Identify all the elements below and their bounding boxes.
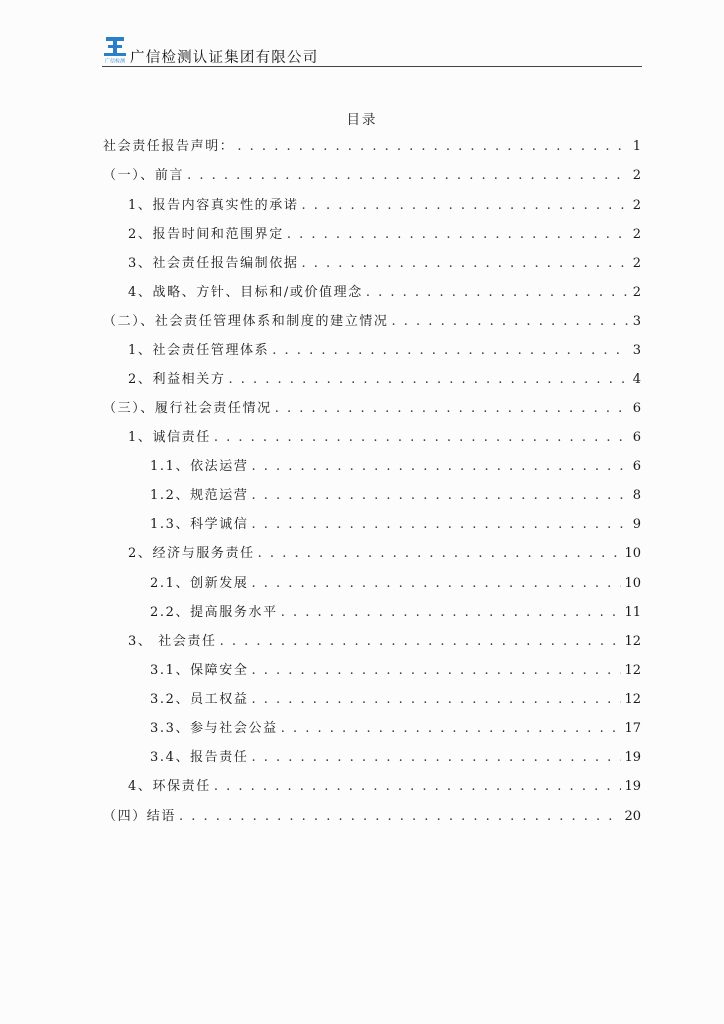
- toc-entry[interactable]: [103, 166, 641, 186]
- toc-entry-label: 2、报告时间和范围界定: [128, 227, 284, 242]
- toc-leader-dots: [281, 603, 622, 623]
- toc-leader-dots: [179, 807, 621, 827]
- toc-entry-label: 1、诚信责任: [128, 430, 211, 445]
- toc-entry[interactable]: [150, 574, 641, 594]
- toc-entry-label: 2、利益相关方: [128, 372, 226, 387]
- toc-leader-dots: [281, 719, 622, 739]
- toc-leader-dots: [272, 341, 628, 361]
- toc-entry-page: 19: [624, 750, 641, 765]
- toc-entry[interactable]: [150, 690, 641, 710]
- toc-leader-dots: [237, 137, 628, 157]
- toc-entry-label: （四）结语: [103, 809, 177, 824]
- toc-entry-label: （一）、前言: [103, 168, 185, 183]
- toc-entry-page: 1: [632, 139, 641, 154]
- toc-leader-dots: [275, 399, 628, 419]
- toc-entry-page: 10: [624, 546, 641, 561]
- toc-entry-label: 3.3、参与社会公益: [150, 721, 278, 736]
- toc-entry[interactable]: [103, 137, 641, 157]
- toc-entry[interactable]: [103, 399, 641, 419]
- toc-entry[interactable]: [150, 486, 641, 506]
- toc-entry-page: 12: [624, 634, 641, 649]
- toc-entry-label: 3.1、保障安全: [150, 663, 249, 678]
- toc-entry-page: 19: [624, 779, 641, 794]
- toc-entry-label: 4、环保责任: [128, 779, 211, 794]
- toc-entry-page: 20: [624, 809, 641, 824]
- toc-entry-label: 1、社会责任管理体系: [128, 343, 270, 358]
- toc-entry-label: 1.1、依法运营: [150, 459, 249, 474]
- toc-entry-page: 2: [632, 285, 641, 300]
- toc-entry-page: 6: [632, 430, 641, 445]
- toc-entry[interactable]: [128, 225, 641, 245]
- toc-leader-dots: [366, 283, 628, 303]
- toc-entry[interactable]: [128, 428, 641, 448]
- toc-entry-label: 2.2、提高服务水平: [150, 605, 278, 620]
- toc-entry[interactable]: [128, 254, 641, 274]
- toc-entry-page: 12: [624, 692, 641, 707]
- toc-entry-page: 2: [632, 198, 641, 213]
- toc-entry[interactable]: [150, 457, 641, 477]
- toc-entry[interactable]: [103, 807, 641, 827]
- toc-entry-label: 2、经济与服务责任: [128, 546, 255, 561]
- toc-entry-page: 3: [632, 314, 641, 329]
- toc-entry-page: 3: [632, 343, 641, 358]
- toc-entry-label: 1.2、规范运营: [150, 488, 249, 503]
- toc-entry-label: 4、战略、方针、目标和/或价值理念: [128, 285, 363, 300]
- toc-entry-page: 17: [624, 721, 641, 736]
- toc-entry-label: 3、 社会责任: [128, 634, 217, 649]
- toc-leader-dots: [228, 370, 628, 390]
- toc-leader-dots: [287, 225, 628, 245]
- company-name: 广信检测认证集团有限公司: [130, 50, 319, 66]
- toc-leader-dots: [301, 196, 628, 216]
- toc-entry-page: 6: [632, 459, 641, 474]
- toc-leader-dots: [392, 312, 628, 332]
- toc-entry[interactable]: [128, 283, 641, 303]
- toc-entry-label: 3.4、报告责任: [150, 750, 249, 765]
- toc-leader-dots: [187, 166, 628, 186]
- toc-entry-page: 2: [632, 168, 641, 183]
- toc-entry[interactable]: [150, 603, 641, 623]
- toc-entry-label: 3、社会责任报告编制依据: [128, 256, 299, 271]
- toc-entry[interactable]: [128, 196, 641, 216]
- toc-leader-dots: [251, 690, 621, 710]
- toc-entry[interactable]: [150, 719, 641, 739]
- toc-entry-label: 2.1、创新发展: [150, 576, 249, 591]
- toc-entry[interactable]: [103, 312, 641, 332]
- toc-leader-dots: [251, 457, 628, 477]
- toc-entry[interactable]: [128, 777, 641, 797]
- toc-entry[interactable]: [150, 661, 641, 681]
- toc-entry-page: 12: [624, 663, 641, 678]
- toc-entry-label: 社会责任报告声明：: [103, 139, 235, 154]
- toc-entry-page: 2: [632, 227, 641, 242]
- toc-entry[interactable]: [150, 748, 641, 768]
- toc-leader-dots: [214, 428, 628, 448]
- logo-text: 广信检测: [104, 58, 126, 64]
- toc-leader-dots: [251, 661, 621, 681]
- toc-leader-dots: [258, 544, 622, 564]
- toc-entry-label: 1、报告内容真实性的承诺: [128, 198, 299, 213]
- toc-title: 目录: [346, 112, 378, 128]
- toc-entry-label: （二）、社会责任管理体系和制度的建立情况: [103, 314, 389, 329]
- toc-leader-dots: [251, 574, 621, 594]
- toc-entry-page: 9: [632, 517, 641, 532]
- toc-entry-page: 4: [632, 372, 641, 387]
- toc-entry-page: 6: [632, 401, 641, 416]
- toc-entry[interactable]: [128, 632, 641, 652]
- toc-leader-dots: [251, 515, 628, 535]
- toc-entry-page: 11: [624, 605, 641, 620]
- toc-entry-page: 10: [624, 576, 641, 591]
- toc-leader-dots: [251, 486, 628, 506]
- toc-entry[interactable]: [128, 370, 641, 390]
- toc-entry-page: 8: [632, 488, 641, 503]
- toc-entry-label: 1.3、科学诚信: [150, 517, 249, 532]
- toc-entry-page: 2: [632, 256, 641, 271]
- toc-entry-label: 3.2、员工权益: [150, 692, 249, 707]
- toc-leader-dots: [301, 254, 628, 274]
- toc-entry[interactable]: [150, 515, 641, 535]
- toc-entry-label: （三）、履行社会责任情况: [103, 401, 272, 416]
- toc-entry[interactable]: [128, 544, 641, 564]
- toc-leader-dots: [220, 632, 622, 652]
- toc-entry[interactable]: [128, 341, 641, 361]
- toc-leader-dots: [214, 777, 622, 797]
- toc-leader-dots: [251, 748, 621, 768]
